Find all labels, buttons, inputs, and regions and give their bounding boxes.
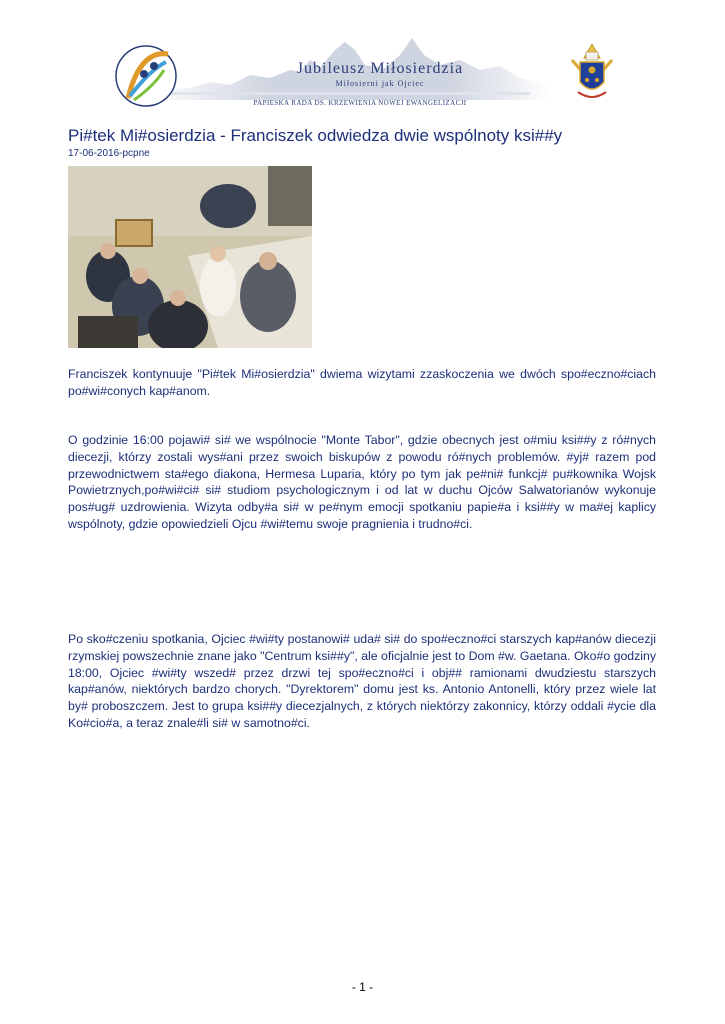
banner-subtitle: Miłosierni jak Ojciec [335,79,425,88]
article-paragraph: O godzinie 16:00 pojawi# si# we wspólnocie "Monte Tabor", gdzie obecnych jest o#miu ksi##y z ró#nych diecezji, którzy zostali wys#ani przez swoich biskupów z powodu ró#nych problemów. #yj# razem pod przewodnictwem sta#ego diakona, Hermesa Luparia, który po tym jak pe#ni# funkcj# pu#kownika Wojsk Powietrznych,po#wi#ci# si# studiom psychologicznym i od lat w duchu Ojców Salwatorianów wykonuje pos#ug# uzdrowienia. Wizyta odby#a si# w pe#nym emocji spotkaniu papie#a i ksi##y w ma#ej kaplicy wspólnoty, gdzie opowiedzieli Ojcu #wi#temu swoje pragnienia i trudno#ci. [68,433,656,531]
article-title: Pi#tek Mi#osierdzia - Franciszek odwiedza dwie wspólnoty ksi##y [68,126,563,145]
jubilee-logo [110,40,182,112]
page-header [0,0,725,118]
article-photo [68,166,312,348]
article-date: 17-06-2016-pcpne [68,148,150,159]
page-number: - 1 - [351,980,374,994]
article-paragraph: Franciszek kontynuuje "Pi#tek Mi#osierdzia" dwiema wizytami zzaskoczenia we dwóch spo#eczno#ciach po#wi#conych kap#anom. [68,367,656,398]
banner-title: Jubileusz Miłosierdzia [296,60,464,77]
council-name: PAPIESKA RADA DS. KRZEWIENIA NOWEJ EWANGELIZACJI [253,99,467,107]
article-paragraph: Po sko#czeniu spotkania, Ojciec #wi#ty postanowi# uda# si# do spo#eczno#ci starszych kap#anów diecezji rzymskiej powszechnie znane jako "Centrum ksi##y", ale oficjalnie jest to Dom #w. Gaetana. Oko#o godziny 18:00, Ojciec #wi#ty wszed# przez drzwi tej spo#eczno#ci i obj## ramionami dwudziestu starszych kap#anów, niektórych bardzo chorych. "Dyrektorem" domu jest ks. Antonio Antonelli, który przez wiele lat by# proboszczem. Jest to grupa ksi##y diecezjalnych, z których niektórzy zakonnicy, którzy oddali #ycie dla Ko#cio#a, a teraz znale#li si# w samotno#ci. [68,632,656,730]
papal-coat-of-arms-icon [566,40,618,106]
